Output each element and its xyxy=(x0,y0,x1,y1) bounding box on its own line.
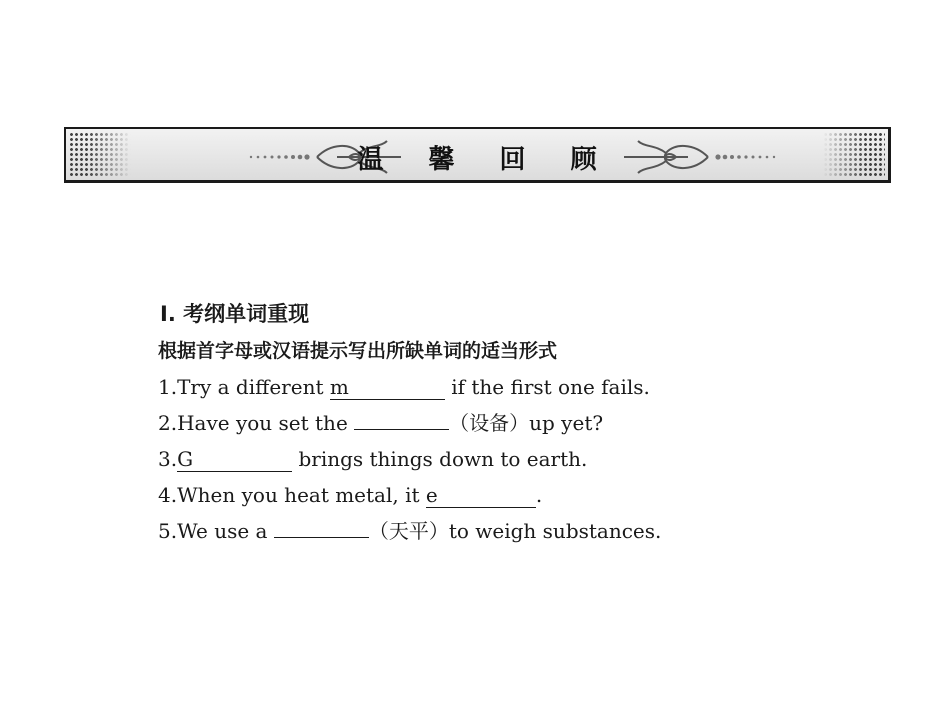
section-banner xyxy=(64,127,891,183)
section-title: Ⅰ. 考纲单词重现 xyxy=(160,302,310,326)
answer-blank[interactable] xyxy=(330,375,445,400)
question-number: 2. xyxy=(158,411,178,435)
question-text-after: . xyxy=(535,483,543,507)
question-2 xyxy=(158,405,858,441)
question-text-before: We use a xyxy=(177,519,274,543)
banner-title: 温 馨 回 顾 xyxy=(357,145,615,175)
section-instruction: 根据首字母或汉语提示写出所缺单词的适当形式 xyxy=(158,340,558,362)
answer-blank[interactable] xyxy=(426,483,536,508)
answer-blank[interactable] xyxy=(274,513,369,538)
question-text-after: （设备）up yet? xyxy=(449,411,604,435)
question-text-before: Try a different xyxy=(177,375,330,399)
hint-letter: e xyxy=(425,483,438,507)
hint-letter: m xyxy=(329,375,349,399)
question-text-after: if the first one fails. xyxy=(444,375,650,399)
question-number: 3. xyxy=(158,447,178,471)
question-4 xyxy=(158,477,858,513)
question-5 xyxy=(158,513,858,549)
dot-pattern-right xyxy=(823,132,885,176)
answer-blank[interactable] xyxy=(354,405,449,430)
answer-blank[interactable] xyxy=(177,447,292,472)
question-1 xyxy=(158,369,858,405)
question-3 xyxy=(158,441,858,477)
question-text-before: When you heat metal, it xyxy=(177,483,426,507)
question-number: 4. xyxy=(158,483,178,507)
question-text-after: brings things down to earth. xyxy=(292,447,588,471)
question-number: 1. xyxy=(158,375,178,399)
question-number: 5. xyxy=(158,519,178,543)
question-text-before: Have you set the xyxy=(177,411,355,435)
ornament-right-icon xyxy=(619,137,784,175)
exercise-section xyxy=(158,300,858,549)
question-text-after: （天平）to weigh substances. xyxy=(368,519,662,543)
hint-letter: G xyxy=(177,447,194,471)
